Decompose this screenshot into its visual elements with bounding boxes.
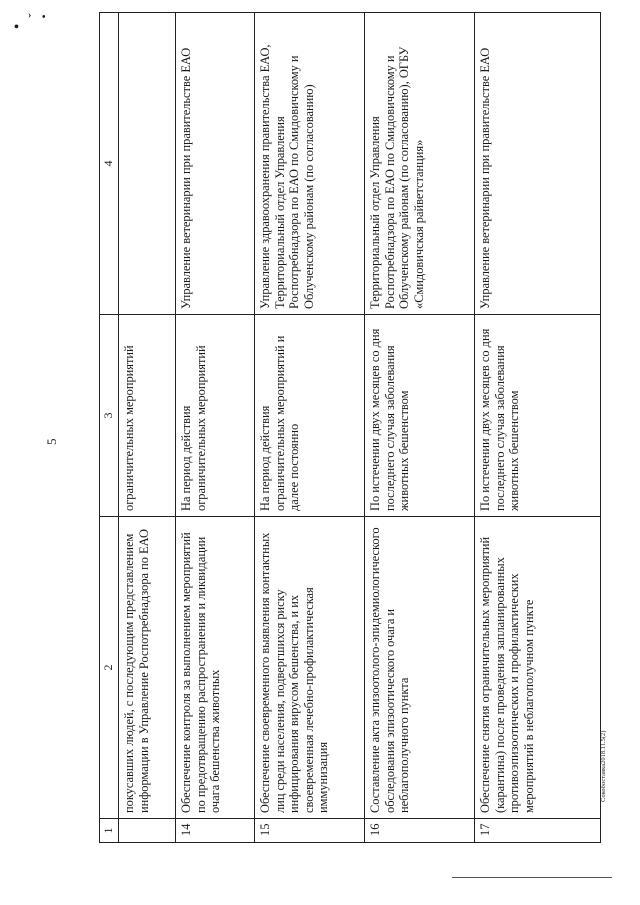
scan-artifact-mark: • (14, 20, 19, 35)
responsible-text: Управление ветеринарии при правительстве ЕАО (176, 13, 255, 315)
document-code: Сокобоставка2018.11.5(2) (600, 730, 607, 802)
deadline-text: На период действия ограничительных мероприятий (176, 315, 255, 517)
header-cell: 2 (100, 517, 119, 819)
header-cell: 4 (100, 13, 119, 315)
measure-text: Обеспечение контроля за выполнением мероприятий по предотвращению распространения и ликвидации очага бешенства животных (176, 517, 255, 819)
row-number (119, 819, 176, 843)
table-row (365, 13, 475, 843)
table-row (119, 13, 176, 843)
row-number: 15 (255, 819, 365, 843)
deadline-text: По истечении двух месяцев со дня последнего случая заболевания животных бешенством (475, 315, 601, 517)
measures-table (99, 12, 601, 843)
deadline-text: По истечении двух месяцев со дня последнего случая заболевания животных бешенством (365, 315, 475, 517)
table-header-row (100, 13, 119, 843)
header-cell: 1 (100, 819, 119, 843)
responsible-text: Территориальный отдел Управления Роспотребнадзора по ЕАО по Смидовичскому и Облученскому районам (по согласованию), ОГБУ «Смидовичская райветстанция» (365, 13, 475, 315)
row-number: 17 (475, 819, 601, 843)
table-row (176, 13, 255, 843)
row-number: 16 (365, 819, 475, 843)
measure-text: Обеспечение своевременного выявления контактных лиц среди населения, подвергшихся риску инфицирования вирусом бешенства, и их своевременная лечебно-профилактическая иммунизация (255, 517, 365, 819)
measure-text: Составление акта эпизоотолого-эпидемиологического обследования эпизоотического очага и неблагополучного пункта (365, 517, 475, 819)
page-number: 5 (44, 438, 59, 445)
table-row (255, 13, 365, 843)
measure-text: покусавших людей, с последующим представлением информации в Управление Роспотребнадзора по ЕАО (119, 517, 176, 819)
rotated-table-container (99, 13, 601, 843)
measure-text: Обеспечение снятия ограничительных мероприятий (карантина) после проведения запланированных противоэпизоотических и профилактических мероприятий в неблагополучном пункте (475, 517, 601, 819)
header-cell: 3 (100, 315, 119, 517)
row-number: 14 (176, 819, 255, 843)
responsible-text: Управление ветеринарии при правительстве ЕАО (475, 13, 601, 315)
table-row (475, 13, 601, 843)
footer-rule (452, 877, 612, 878)
responsible-text: Управление здравоохранения правительства ЕАО, Территориальный отдел Управления Роспотребнадзора по ЕАО по Смидовичскому и Облученскому районам (по согласованию) (255, 13, 365, 315)
deadline-text: На период действия ограничительных мероприятий и далее постоянно (255, 315, 365, 517)
deadline-text: ограничительных мероприятий (119, 315, 176, 517)
scan-artifact-mark: › (28, 10, 32, 21)
responsible-text (119, 13, 176, 315)
scan-artifact-mark: • (42, 12, 46, 23)
